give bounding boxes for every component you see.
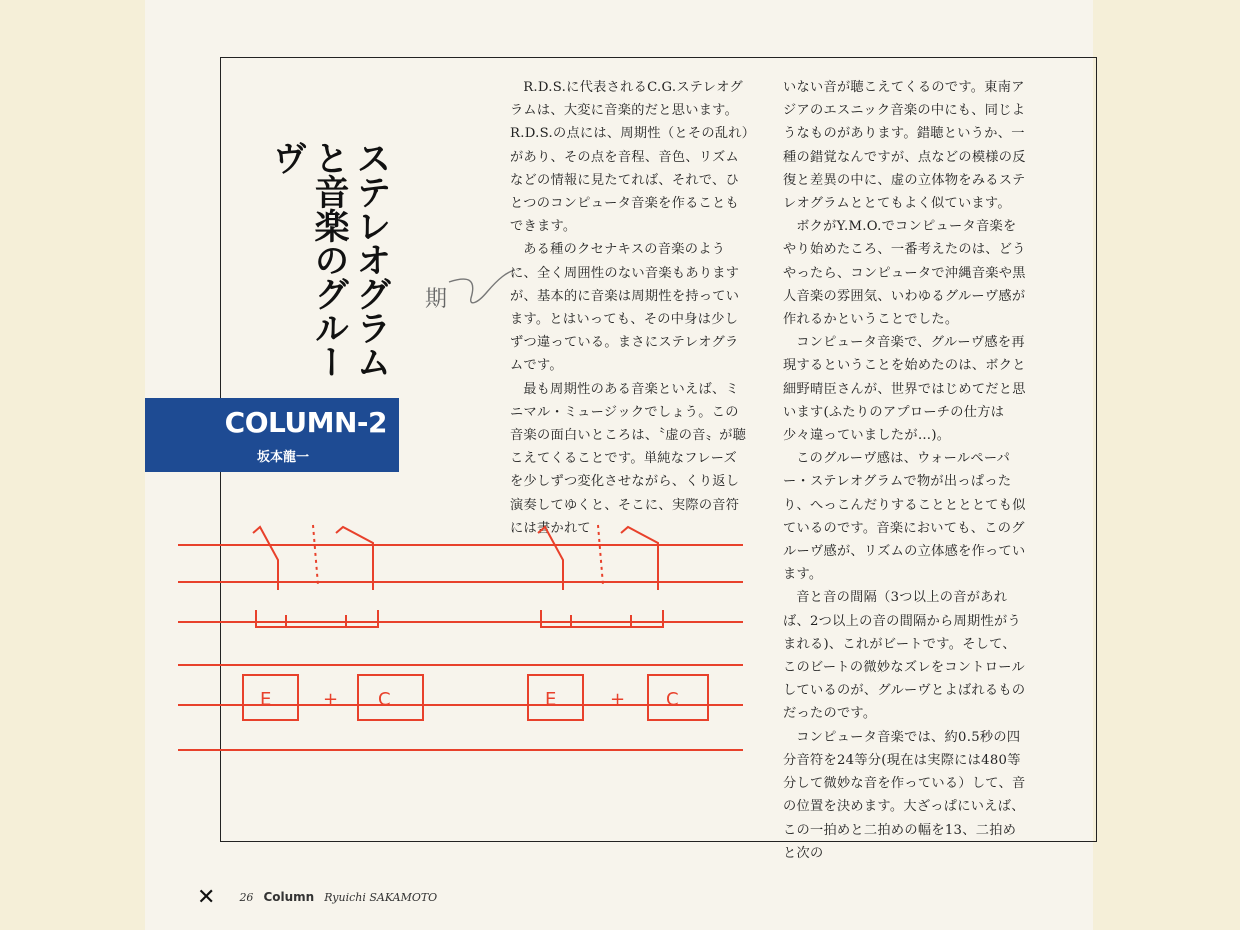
column-label: COLUMN-2 bbox=[224, 406, 387, 439]
sketch-box-right-label: C bbox=[378, 689, 391, 710]
rhythm-sketch bbox=[178, 515, 748, 760]
page-footer bbox=[197, 885, 437, 909]
paragraph: ボクがY.M.O.でコンピュータ音楽をやり始めたころ、一番考えたのは、どうやったら、コンピュータで沖縄音楽や黒人音楽の雰囲気、いわゆるグルーヴ感が作れるかということでした。 bbox=[783, 219, 1026, 328]
paragraph: R.D.S.に代表されるC.G.ステレオグラムは、大変に音楽的だと思います。R.D.S.の点には、周期性（とその乱れ）があり、その点を音程、音色、リズムなどの情報に見たてれば、それで、ひとつのコンピュータ音楽を作ることもできます。 bbox=[510, 80, 749, 235]
text-column-1 bbox=[510, 76, 750, 540]
author-name: 坂本龍一 bbox=[257, 450, 310, 465]
section-name: Column bbox=[263, 890, 315, 904]
paragraph: このグルーヴ感は、ウォールペーパー・ステレオグラムで物が出っぱったり、へっこんだりすることとととても似ているのです。音楽においても、このグルーヴ感が、リズムの立体感を作っています。 bbox=[783, 451, 1026, 583]
page-number: 26 bbox=[239, 890, 254, 904]
text-column-2 bbox=[783, 76, 1028, 865]
column-banner bbox=[145, 398, 399, 472]
sketch-box-right-label: C bbox=[666, 689, 679, 710]
article-title: ステレオグラムと音楽のグルーヴ bbox=[267, 140, 391, 378]
handwritten-stroke-icon bbox=[447, 268, 517, 308]
paragraph: 最も周期性のある音楽といえば、ミニマル・ミュージックでしょう。この音楽の面白いところは、〝虚の音〟が聴こえてくることです。単純なフレーズを少しずつ変化させながら、くり返し演奏してゆくと、そこに、実際の音符には書かれて bbox=[510, 381, 747, 536]
paragraph: コンピュータ音楽で、グルーヴ感を再現するということを始めたのは、ボクと細野晴臣さんが、世界ではじめてだと思います(ふたりのアプローチの仕方は少々違っていましたが…)。 bbox=[783, 335, 1026, 444]
handwritten-note bbox=[425, 282, 447, 313]
sketch-box-left-label: E bbox=[260, 689, 272, 710]
paragraph: 音と音の間隔（3つ以上の音があれば、2つ以上の音の間隔から周期性がうまれる)、これがビートです。そして、このビートの微妙なズレをコントロールしているのが、グルーヴとよばれるものだったのです。 bbox=[783, 590, 1026, 722]
paragraph: ある種のクセナキスの音楽のように、全く周囲性のない音楽もありますが、基本的に音楽は周期性を持っています。とはいっても、その中身は少しずつ違っている。まさにステレオグラムです。 bbox=[510, 242, 740, 374]
sketch-plus-label: + bbox=[323, 689, 339, 710]
paragraph: コンピュータ音楽では、約0.5秒の四分音符を24等分(現在は実際には480等分して微妙な音を作っている）して、音の位置を決めます。大ざっぱにいえば、この一拍めと二拍めの幅を13、二拍めと次の bbox=[783, 729, 1026, 861]
close-mark-icon: ✕ bbox=[197, 884, 216, 910]
author-romaji: Ryuichi SAKAMOTO bbox=[324, 890, 438, 904]
sketch-plus-label: + bbox=[610, 689, 626, 710]
sketch-box-left-label: E bbox=[545, 689, 557, 710]
paragraph: いない音が聴こえてくるのです。東南アジアのエスニック音楽の中にも、同じようなものがあります。錯聴というか、一種の錯覚なんですが、点などの模様の反復と差異の中に、虚の立体物をみるステレオグラムととてもよく似ています。 bbox=[783, 80, 1026, 212]
handwritten-note-text: 期 bbox=[425, 287, 448, 312]
